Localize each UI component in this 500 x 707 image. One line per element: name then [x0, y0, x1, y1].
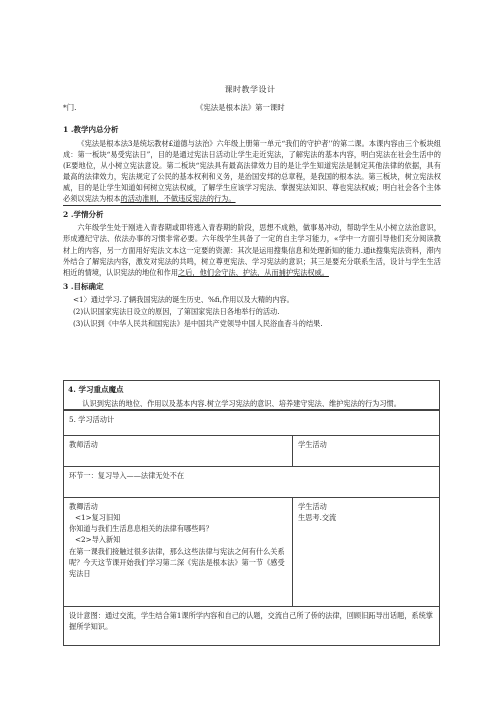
teacher-activity-cell — [64, 498, 293, 607]
section-4-text: 认识到宪法的地位、作用以及基本内容.树立学习宪法的意识、培养建守宪法、维护宪法的行为习惯。 — [82, 398, 401, 408]
section-1-underlined-text: 的活动准则，不做违反宪法的行为。 — [120, 194, 236, 204]
section-2-text: 六年级学生处于刚进入青春期或即将逃入青春期的阶段，思想不成熟，做事易冲动，帮助学生从小树立法治意识，形成遵纪守法、依法办事的习惯非常必要。六年级学生具备了一定的自主学习能力，«学中一方面引导他们充分阅读教材上的内容，另一方面用好宪法文本这一定要的资源：其次是运用搜集信息和处理新知的能力.通it搜集宪法资料，滞内外结合了解宪法内容，激发对宪法的共鸣，树立尊更宪法、学习宪法的意识；其三是要充分联系生活，设计与学生生活相近的情境，认识宪法的地位和作用 — [63, 223, 441, 277]
subtitle-row — [63, 102, 440, 114]
student-line: 生思考.交流 — [298, 513, 337, 523]
section-1-heading: 1 .教学内总分析 — [63, 125, 119, 134]
lesson-title: 《宪法是根本法》第一课时 — [196, 103, 285, 112]
section-2-underlined-text: 之后，他们会守法、护法，从而捕护宪法权威。 — [178, 267, 329, 277]
section-1-paragraph — [63, 138, 441, 206]
section-4-heading: 4. 学习重点魔点 — [68, 385, 124, 394]
section-1-text: 《宪法是根本法3是统坛教材£道德与法治》六年级上册第一单元“我们的守护者'’的第二课。本课内容由三个板块组成：第一板块“易受宪法日”，目的是通过宪法日活动让学生走近宪法，了解宪法的基本内容，明白宪法在社会生活中的(E要地位，从小树立宪法意设。第二板块“宪法具有最高法律效力目的是让学生知道宪法是制定其他法律的依据，具有最高的法律效力，宪法规定了公民的基本权利和义务，是治国安邦的总章程，是我国的根本法。第三板块，树立宪法权威，目的是让学生知道如何树立宪法权威，了解学生应该学习宪法、掌握宪法知识、尊也宪法权威；明白社会各个主体必须以宪法为根本 — [63, 138, 441, 204]
goal-item: (2)认识国家宪法日设立的原因，了第国家宪法日各地举行的活动. — [73, 306, 280, 316]
goal-item: (3)认识到《中华人民共和国宪法》是中国共产党领导中国人民浴血杳斗的结果. — [73, 318, 323, 328]
section-2-heading: 2 .学情分析 — [63, 209, 104, 219]
section-2-paragraph — [63, 222, 441, 278]
activities-table — [63, 410, 440, 646]
teacher-line: 在第一课我们接触过很多法律，那么这些法律与宪法之何有什么关系呢？今天这节课开始我们学习第二深《宪法是根本法》第一节《感受宪法日 — [69, 546, 285, 578]
teacher-line: 你知道与我们生活息息相关的法律有哪些吗？ — [69, 524, 213, 534]
teacher-line: <2>导入新知 — [75, 535, 121, 545]
teacher-line: <1>复习旧知 — [75, 513, 121, 523]
student-line: 学生活动 — [298, 502, 327, 511]
goal-item: <1〉通过学习.了辆我国宪法的诞生历史、%fi,作用以及大精的内容。 — [73, 294, 294, 304]
design-intent-cell: 设计意图：通过交流，学生结合第1课所学内容和自己的认题，交流自己所了侨的法律，回顾旧跖导出话题，系统掌握所学知识。 — [64, 607, 440, 646]
student-activity-cell — [293, 498, 440, 607]
document-body — [63, 124, 441, 329]
page-title: 课时教学设计 — [224, 85, 276, 94]
section-5-heading: 5. 学习活动计 — [64, 411, 440, 436]
student-column-header: 学生活动 — [293, 436, 440, 467]
class-label: *门. — [63, 103, 77, 112]
teacher-line: 教卿活动 — [69, 502, 98, 511]
key-points-box — [63, 380, 440, 410]
section-3-heading: 3 .目标确定 — [63, 281, 104, 291]
link-one-heading: 环节一：复习导入——法律无处不在 — [64, 467, 440, 498]
teacher-column-header: 教师活动 — [64, 436, 293, 467]
